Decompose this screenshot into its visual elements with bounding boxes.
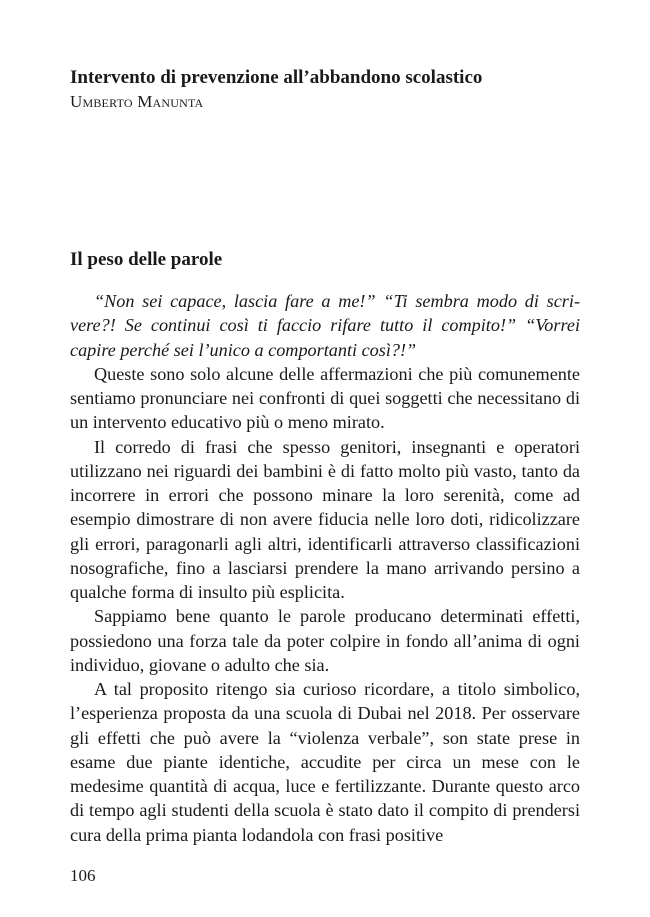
page-number: 106 [70,866,96,885]
section-heading: Il peso delle parole [70,249,223,270]
author-name: Umberto Manunta [70,92,204,111]
body-paragraph: Sappiamo bene quanto le parole producano determinati effetti, possiedono una forza tale da poter colpire in fondo all’anima di ogni individuo, giovane o adulto che sia. [70,606,580,675]
body-paragraph: A tal proposito ritengo sia curioso ricordare, a titolo simbolico, l’esperienza proposta da una scuola di Dubai nel 2018. Per osservare gli effetti che può avere la “violenza verbale”, son state prese in esame due piante identiche, accudite per circa un mese con le medesime quantità di acqua, luce e fertilizzante. Durante questo arco di tempo agli studenti della scuola è stato dato il compito di prendersi cura della prima pianta lodandola con frasi positive [70,679,580,845]
body-text [70,289,580,847]
document-page [70,0,580,917]
body-paragraph: Il corredo di frasi che spesso genitori, insegnanti e operatori utilizzano nei riguardi dei bambini è di fatto molto più vasto, tanto da incorrere in errori che possono minare la loro serenità, come ad esempio dimostrare di non avere fiducia nelle loro doti, ridicolizzare gli errori, paragonarli agli altri, identificarli attraverso classificazioni nosografiche, fino a lasciarsi prendere la mano arrivando persino a qualche forma di insulto più esplicita. [70,436,580,602]
opening-quote-paragraph: “Non sei capace, lascia fare a me!” “Ti sembra modo di scrivere?! Se continui così ti faccio rifare tutto il compito!” “Vorrei capire perché sei l’unico a comportanti così?!” [70,291,580,360]
chapter-title: Intervento di prevenzione all’abbandono scolastico [70,67,483,88]
body-paragraph: Queste sono solo alcune delle affermazioni che più comunemente sentiamo pronunciare nei confronti di quei soggetti che necessitano di un intervento educativo più o meno mirato. [70,363,580,433]
